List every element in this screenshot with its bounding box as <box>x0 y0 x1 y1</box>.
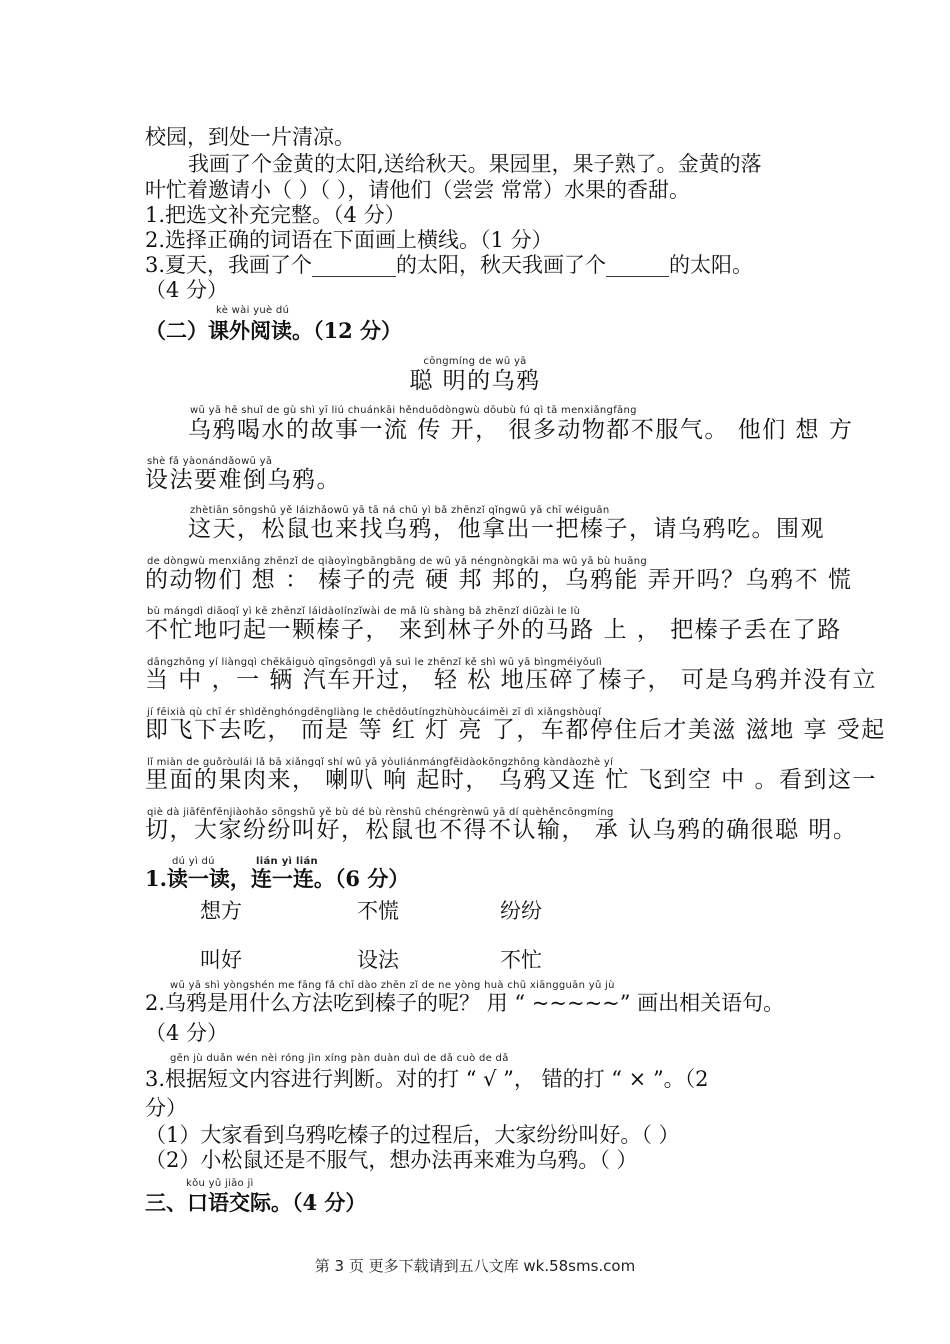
judgement-item[interactable]: （1）大家看到乌鸦吃榛子的过程后，大家纷纷叫好。（ ） <box>145 1123 680 1147</box>
q3-text: 3.根据短文内容进行判断。对的打 “ √ ”， 错的打 “ × ”。（2 <box>145 1067 709 1091</box>
judgement-item[interactable]: （2）小松鼠还是不服气，想办法再来难为乌鸦。（ ） <box>145 1148 638 1172</box>
story-title-pinyin: cōngmíng de wū yā <box>423 356 527 367</box>
story-title: 聪 明的乌鸦 <box>409 368 541 394</box>
match-word[interactable]: 叫好 <box>200 948 242 972</box>
question-3-score: （4 分） <box>145 278 229 302</box>
section-3-heading: 三、口语交际。（4 分） <box>145 1190 367 1215</box>
q2-text: 2.乌鸦是用什么方法吃到榛子的呢？ 用 “ ~~~~~” 画出相关语句。 <box>145 991 785 1015</box>
story-pinyin: zhètiān sōngshǔ yě láizhǎowū yā tā ná chū yì bǎ zhēnzǐ qǐngwū yā chī wéiguān <box>190 505 610 516</box>
match-word[interactable]: 设法 <box>357 948 399 972</box>
story-line: 的动物们 想 ： 榛子的壳 硬 邦 邦的，乌鸦能 弄开吗？乌鸦不 慌 <box>145 567 853 593</box>
match-word[interactable]: 纷纷 <box>500 899 542 923</box>
story-pinyin: jí fēixià qù chī ér shìděnghóngdēngliàng le chēdōutíngzhùhòucáiměi zī dì xiǎngshòuqǐ <box>147 707 602 718</box>
story-pinyin: shè fǎ yàonándǎowū yā <box>147 456 273 467</box>
story-pinyin: wū yā hē shuǐ de gù shì yī liú chuánkāi hěnduōdòngwù dōubù fú qì tā menxiǎngfāng <box>190 405 637 416</box>
passage-line: 叶忙着邀请小（ ）（ ），请他们（尝尝 常常）水果的香甜。 <box>145 178 691 202</box>
story-line: 当 中 ，一 辆 汽车开过， 轻 松 地压碎了榛子， 可是乌鸦并没有立 <box>145 667 877 693</box>
page-footer: 第 3 页 更多下载请到五八文库 wk.58sms.com <box>314 1257 636 1275</box>
story-pinyin: lǐ miàn de guǒròulái lǎ bā xiǎngqǐ shí wū yā yòuliánmángfēidàokōngzhōng kàndàozhè yí <box>147 757 614 768</box>
q1-heading: 1.读一读，连一连。（6 分） <box>145 866 410 891</box>
question-3: 3.夏天，我画了个________的太阳，秋天我画了个______的太阳。 <box>145 253 754 277</box>
section-2-pinyin: kè wài yuè dú <box>216 305 290 316</box>
section-3-pinyin: kǒu yǔ jiāo jì <box>186 1178 254 1189</box>
q3-text-cont: 分） <box>145 1096 187 1120</box>
passage-line: 我画了个金黄的太阳,送给秋天。果园里，果子熟了。金黄的落 <box>188 152 762 176</box>
question-2: 2.选择正确的词语在下面画上横线。（1 分） <box>145 228 553 252</box>
section-2-heading: （二）课外阅读。（12 分） <box>145 318 403 343</box>
story-line: 即飞下去吃， 而是 等 红 灯 亮 了，车都停住后才美滋 滋地 享 受起 <box>145 717 886 743</box>
story-pinyin: de dòngwù menxiǎng zhēnzǐ de qiàoyìngbāngbāng de wū yā néngnòngkāi ma wū yā bù huāng <box>147 556 647 567</box>
q1-pinyin-b: lián yì lián <box>256 856 318 867</box>
match-word[interactable]: 不忙 <box>500 948 542 972</box>
story-pinyin: bù mángdì diāoqǐ yì kē zhēnzǐ láidàolínzǐwài de mǎ lù shàng bǎ zhēnzǐ diūzài le lù <box>147 606 581 617</box>
story-line: 这天，松鼠也来找乌鸦，他拿出一把榛子，请乌鸦吃。围观 <box>188 516 825 542</box>
q2-score: （4 分） <box>145 1021 229 1045</box>
story-line: 不忙地叼起一颗榛子， 来到林子外的马路 上 ， 把榛子丢在了路 <box>145 617 842 643</box>
question-1: 1.把选文补充完整。（4 分） <box>145 203 406 227</box>
story-line: 切，大家纷纷叫好，松鼠也不得不认输， 承 认乌鸦的确很聪 明。 <box>145 817 858 843</box>
match-word[interactable]: 不慌 <box>357 899 399 923</box>
story-line: 设法要难倒乌鸦。 <box>145 467 341 493</box>
q2-pinyin: wū yā shì yòngshén me fāng fǎ chī dào zhēn zǐ de ne yòng huà chū xiāngguān yǔ jù <box>170 980 615 991</box>
q1-pinyin-a: dú yì dú <box>172 856 215 867</box>
match-word[interactable]: 想方 <box>200 899 242 923</box>
q3-pinyin: gēn jù duǎn wén nèi róng jìn xíng pàn duàn duì de dǎ cuò de dǎ <box>170 1053 509 1064</box>
story-line: 里面的果肉来， 喇叭 响 起时， 乌鸦又连 忙 飞到空 中 。看到这一 <box>145 767 877 793</box>
story-pinyin: dāngzhōng yí liàngqì chēkāiguò qīngsōngdì yā suì le zhēnzǐ kě shì wū yā bìngméiyǒulì <box>147 657 603 668</box>
story-line: 乌鸦喝水的故事一流 传 开， 很多动物都不服气。 他们 想 方 <box>188 417 854 443</box>
passage-line: 校园，到处一片清凉。 <box>145 125 355 149</box>
story-pinyin: qiè dà jiāfēnfēnjiàohǎo sōngshǔ yě bù dé bù rènshū chéngrènwū yā dí quèhěncōngmíng <box>147 807 614 818</box>
